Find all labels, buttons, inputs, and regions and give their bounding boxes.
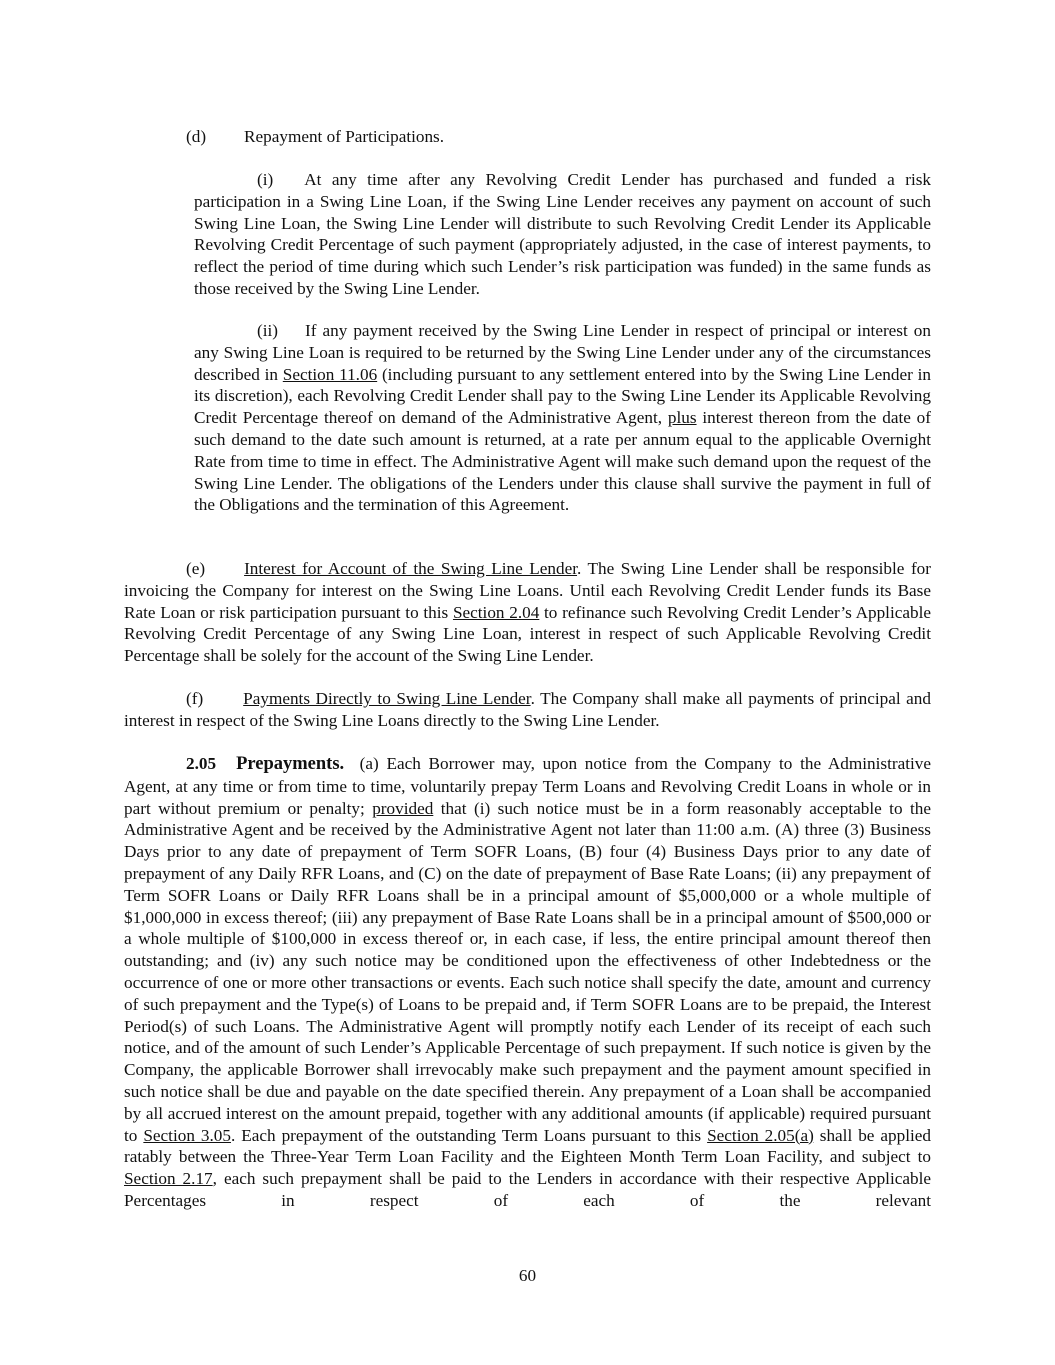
provided-term: provided bbox=[372, 798, 434, 818]
paragraph-d-ii-text-3: interest thereon from the date of such demand to the date such amount is returned, at a rate per annum equal to the applicable Overnight Rate from time to time in effect. The Administrative Agent will make such demand upon the request of the Swing Line Lender. The obligations of the Lenders under this clause shall survive the payment in full of the Obligations and the termination of this Agreement. bbox=[194, 408, 931, 515]
section-2-05-text-1: (a) Each Borrower may, upon notice from the Company to the Administrative Agent, at any time or from time to time, voluntarily prepay Term Loans and Revolving Credit Loans in whole or in part without premium or penalty; bbox=[124, 754, 931, 818]
paragraph-e-title: Interest for Account of the Swing Line Lender bbox=[244, 559, 578, 578]
section-11-06-reference: Section 11.06 bbox=[282, 364, 378, 384]
paragraph-d-label: (d) bbox=[186, 127, 207, 146]
paragraph-d-ii-text-1: If any payment received by the Swing Line Lender in respect of principal or interest on any Swing Line Loan is required to be returned by the Swing Line Lender under any of the circumstances described in bbox=[194, 321, 931, 384]
paragraph-d-i-text: At any time after any Revolving Credit Lender has purchased and funded a risk participation in a Swing Line Loan, if the Swing Line Lender receives any payment on account of such Swing Line Loan, the Swing Line Lender will distribute to such Revolving Credit Lender its Applicable Revolving Credit Percentage of such payment (appropriately adjusted, in the case of interest payments, to reflect the period of time during which such Lender’s risk participation was funded) in the same funds as those received by the Swing Line Lender. bbox=[194, 170, 931, 298]
section-2-05-number: 2.05 bbox=[186, 754, 217, 773]
section-2-17-reference: Section 2.17 bbox=[124, 1169, 213, 1189]
section-2-05 bbox=[124, 753, 931, 1212]
paragraph-d-title: Repayment of Participations. bbox=[244, 127, 445, 146]
paragraph-e-text-2: to refinance such Revolving Credit Lender’s Applicable Revolving Credit Percentage of any Swing Line Loan, interest in respect of such Applicable Revolving Credit Percentage shall be solely for the account of the Swing Line Lender. bbox=[124, 602, 931, 666]
section-2-05-text-5: , each such prepayment shall be paid to the Lenders in accordance with their respective Applicable Percentages in respect of each of the relevant bbox=[124, 1169, 931, 1210]
paragraph-e-text-1: . The Swing Line Lender shall be responsible for invoicing the Company for interest on the Swing Line Loans. Until each Revolving Credit Lender funds its Base Rate Loan or risk participation pursuant to this bbox=[124, 559, 931, 622]
section-2-05-text-4: shall be applied ratably between the Three-Year Term Loan Facility and the Eighteen Month Term Loan Facility, and subject to bbox=[124, 1125, 931, 1167]
plus-term: plus bbox=[667, 408, 697, 428]
section-3-05-reference: Section 3.05 bbox=[143, 1125, 231, 1145]
paragraph-d-ii bbox=[194, 320, 931, 516]
section-2-04-reference: Section 2.04 bbox=[452, 602, 540, 622]
paragraph-d-ii-text-2: (including pursuant to any settlement entered into by the Swing Line Lender in its discretion), each Revolving Credit Lender shall pay to the Swing Line Lender its Applicable Revolving Credit Percentage thereof on demand of the Administrative Agent, bbox=[194, 364, 931, 428]
page-number: 60 bbox=[518, 1266, 537, 1285]
paragraph-f bbox=[124, 688, 931, 732]
paragraph-f-text: . The Company shall make all payments of principal and interest in respect of the Swing Line Loans directly to the Swing Line Lender. bbox=[124, 689, 931, 730]
paragraph-f-title: Payments Directly to Swing Line Lender bbox=[243, 689, 531, 708]
section-2-05-title: Prepayments. bbox=[236, 754, 345, 774]
paragraph-e bbox=[124, 558, 931, 667]
paragraph-d-ii-label: (ii) bbox=[257, 321, 278, 340]
paragraph-e-label: (e) bbox=[186, 559, 206, 578]
paragraph-f-label: (f) bbox=[186, 689, 204, 708]
section-2-05-text-2: that (i) such notice must be in a form reasonably acceptable to the Administrative Agent and be received by the Administrative Agent not later than 11:00 a.m. (A) three (3) Business Days prior to any date of prepayment of Term SOFR Loans, (B) four (4) Business Days prior to any date of prepayment of any Daily RFR Loans, and (C) on the date of prepayment of Base Rate Loans; (ii) any prepayment of Term SOFR Loans or Daily RFR Loans shall be in a principal amount of $5,000,000 or a whole multiple of $1,000,000 in excess thereof; (iii) any prepayment of Base Rate Loans shall be in a principal amount of $500,000 or a whole multiple of $100,000 in excess thereof or, in each case, if less, the entire principal amount thereof then outstanding; and (iv) any such notice may be conditioned upon the effectiveness of other Indebtedness or the occurrence of one or more other transactions or events. Each such notice shall specify the date, amount and currency of such prepayment and the Type(s) of Loans to be prepaid and, if Term SOFR Loans are to be prepaid, the Interest Period(s) of such Loans. The Administrative Agent will promptly notify each Lender of its receipt of each such notice, and of the amount of such Lender’s Applicable Percentage of such prepayment. If such notice is given by the Company, the applicable Borrower shall irrevocably make such prepayment and the payment amount specified in such notice shall be due and payable on the date specified therein. Any prepayment of a Loan shall be accompanied by all accrued interest on the amount prepaid, together with any additional amounts (if applicable) required pursuant to bbox=[124, 798, 931, 1145]
section-2-05-text-3: . Each prepayment of the outstanding Term Loans pursuant to this bbox=[230, 1125, 708, 1145]
section-2-05a-reference: Section 2.05(a) bbox=[707, 1125, 814, 1145]
paragraph-d-heading bbox=[186, 126, 931, 148]
paragraph-d-i bbox=[194, 169, 931, 300]
paragraph-d-i-label: (i) bbox=[257, 170, 274, 189]
